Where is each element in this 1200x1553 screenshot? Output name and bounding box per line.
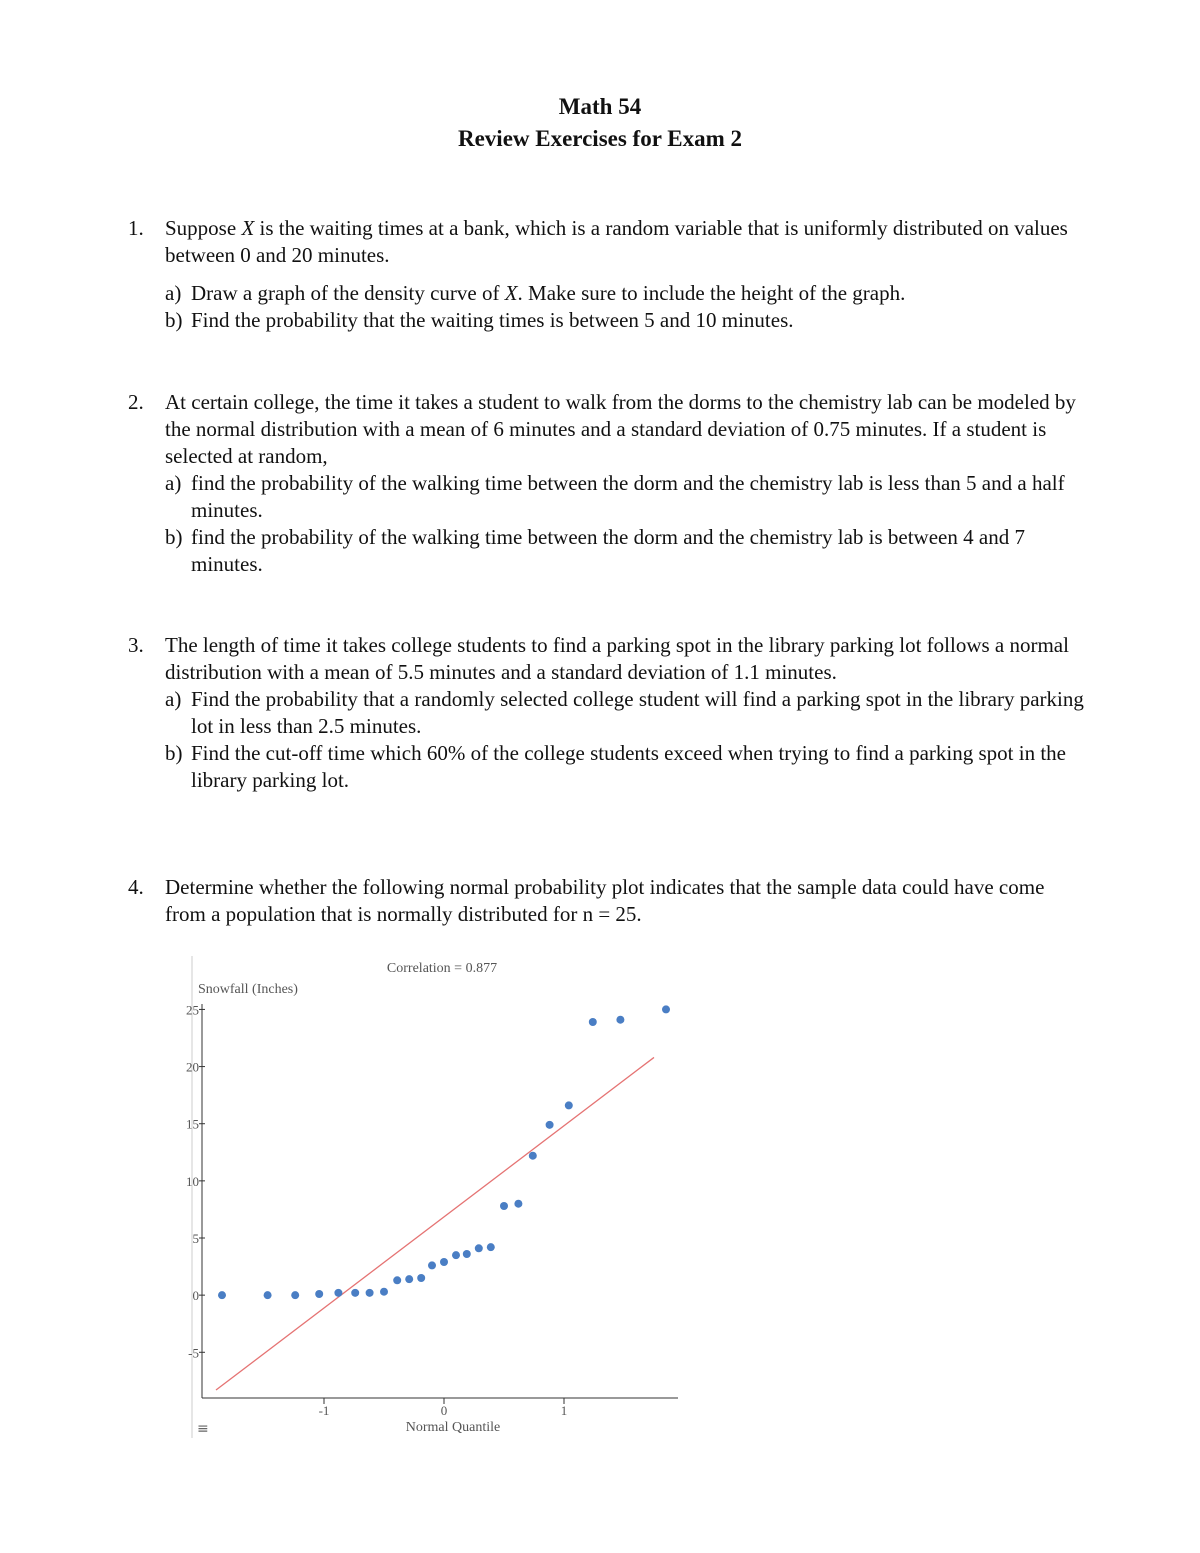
data-point [417,1274,425,1282]
data-point [514,1200,522,1208]
question-text: At certain college, the time it takes a student to walk from the dorms to the chemistry lab can be modeled by the normal distribution with a mean of 6 minutes and a standard deviation of 0.75 minutes. If a student is selected at random, [165,390,1076,468]
reference-line [216,1057,654,1390]
y-tick-label: 10 [186,1173,199,1189]
data-point [487,1243,495,1251]
question-number: 2. [128,390,144,414]
data-point [440,1258,448,1266]
y-tick-label: 15 [186,1116,199,1132]
y-tick-label: 20 [186,1059,199,1075]
data-point [405,1275,413,1283]
data-point [366,1289,374,1297]
question-3 [128,632,1088,794]
question-text: Determine whether the following normal probability plot indicates that the sample data could have come from a population that is normally distributed for n = 25. [165,875,1045,926]
normal-probability-plot [186,954,690,1444]
data-point [589,1018,597,1026]
question-number: 3. [128,633,144,657]
question-4 [128,874,1088,928]
y-tick-label: -5 [188,1345,199,1361]
question-1 [128,215,1088,334]
x-axis-label: Normal Quantile [405,1420,501,1435]
question-part-a: a) Find the probability that a randomly selected college student will find a parking spot in the library parking lot in less than 2.5 minutes. [165,687,1084,738]
data-point [218,1291,226,1299]
question-part-a: a) Draw a graph of the density curve of X. Make sure to include the height of the graph. [165,281,906,305]
y-tick-label: 5 [192,1231,199,1246]
data-point [616,1016,624,1024]
question-part-b: b) Find the probability that the waiting times is between 5 and 10 minutes. [165,308,794,332]
question-number: 1. [128,216,144,240]
question-part-a: a) find the probability of the walking time between the dorm and the chemistry lab is less than 5 and a half minutes. [165,471,1065,522]
question-number: 4. [128,875,144,899]
data-point [291,1291,299,1299]
y-axis-label: Snowfall (Inches) [198,982,298,997]
data-point [662,1005,670,1013]
question-text: Suppose X is the waiting times at a bank, which is a random variable that is uniformly distributed on values between 0 and 20 minutes. [165,216,1068,267]
data-point [529,1152,537,1160]
data-point [428,1261,436,1269]
x-tick-label: 1 [560,1403,568,1418]
data-point [463,1250,471,1258]
question-2 [128,389,1088,578]
data-point [393,1276,401,1284]
question-text: The length of time it takes college students to find a parking spot in the library parking lot follows a normal distribution with a mean of 5.5 minutes and a standard deviation of 1.1 minutes. [165,633,1069,684]
data-point [264,1291,272,1299]
data-point [380,1288,388,1296]
y-tick-label: 0 [192,1288,199,1304]
x-tick-label: 0 [440,1403,448,1418]
question-part-b: b) find the probability of the walking time between the dorm and the chemistry lab is between 4 and 7 minutes. [165,525,1025,576]
document-subtitle: Review Exercises for Exam 2 [457,126,743,151]
data-point [334,1289,342,1297]
data-point [315,1290,323,1298]
question-part-b: b) Find the cut-off time which 60% of the college students exceed when trying to find a parking spot in the library parking lot. [165,741,1066,792]
data-point [546,1121,554,1129]
data-point [475,1244,483,1252]
data-point [565,1101,573,1109]
data-point [351,1289,359,1297]
data-point [500,1202,508,1210]
data-point [452,1251,460,1259]
x-tick-label: -1 [318,1403,330,1418]
chart-title: Correlation = 0.877 [386,961,498,976]
chart-menu-icon[interactable]: ≡ [197,1421,209,1437]
course-title: Math 54 [558,94,642,119]
y-tick-label: 25 [186,1002,199,1018]
